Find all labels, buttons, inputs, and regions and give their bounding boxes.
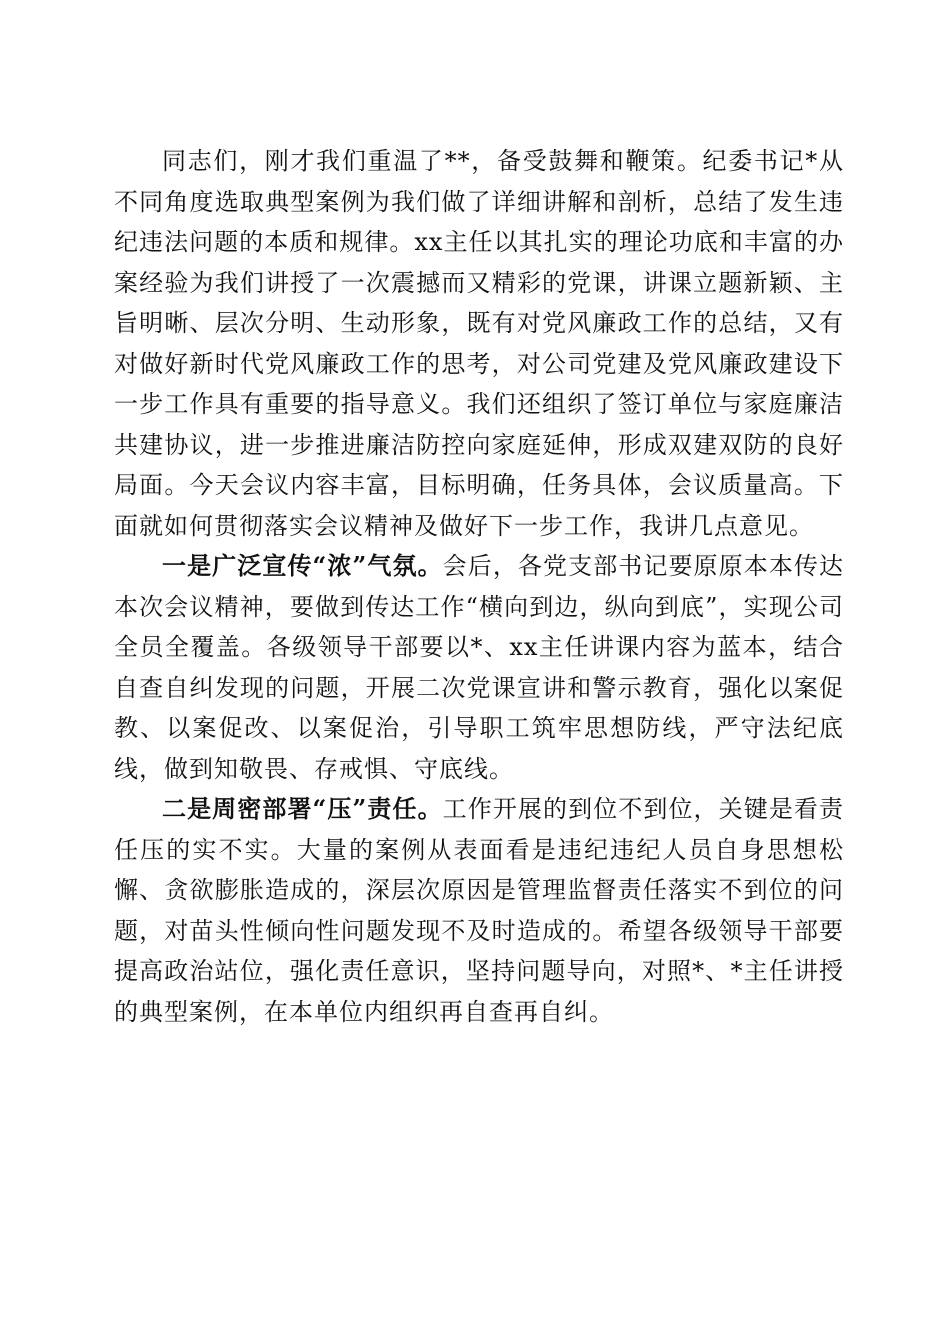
paragraph-point-one-text: 会后，各党支部书记要原原本本传达本次会议精神，要做到传达工作“横向到边，纵向到底”，实现公司全员全覆盖。各级领导干部要以*、xx主任讲课内容为蓝本，结合自查自纠发现的问题，开展二次党课宣讲和警示教育，强化以案促教、以案促改、以案促治，引导职工筑牢思想防线，严守法纪底线，做到知敬畏、存戒惧、守底线。 <box>114 552 844 783</box>
paragraph-point-one-lead: 一是广泛宣传“浓”气氛。 <box>162 551 443 580</box>
document-body <box>114 141 844 1032</box>
paragraph-intro <box>114 141 844 546</box>
paragraph-point-one <box>114 546 844 789</box>
paragraph-point-two <box>114 789 844 1032</box>
paragraph-point-two-lead: 二是周密部署“压”责任。 <box>162 794 443 823</box>
paragraph-intro-text: 同志们，刚才我们重温了**，备受鼓舞和鞭策。纪委书记*从不同角度选取典型案例为我们做了详细讲解和剖析，总结了发生违纪违法问题的本质和规律。xx主任以其扎实的理论功底和丰富的办案经验为我们讲授了一次震撼而又精彩的党课，讲课立题新颖、主旨明晰、层次分明、生动形象，既有对党风廉政工作的总结，又有对做好新时代党风廉政工作的思考，对公司党建及党风廉政建设下一步工作具有重要的指导意义。我们还组织了签订单位与家庭廉洁共建协议，进一步推进廉洁防控向家庭延伸，形成双建双防的良好局面。今天会议内容丰富，目标明确，任务具体，会议质量高。下面就如何贯彻落实会议精神及做好下一步工作，我讲几点意见。 <box>114 147 844 540</box>
paragraph-point-two-text: 工作开展的到位不到位，关键是看责任压的实不实。大量的案例从表面看是违纪违纪人员自身思想松懈、贪欲膨胀造成的，深层次原因是管理监督责任落实不到位的问题，对苗头性倾向性问题发现不及时造成的。希望各级领导干部要提高政治站位，强化责任意识，坚持问题导向，对照*、*主任讲授的典型案例，在本单位内组织再自查再自纠。 <box>114 795 844 1026</box>
